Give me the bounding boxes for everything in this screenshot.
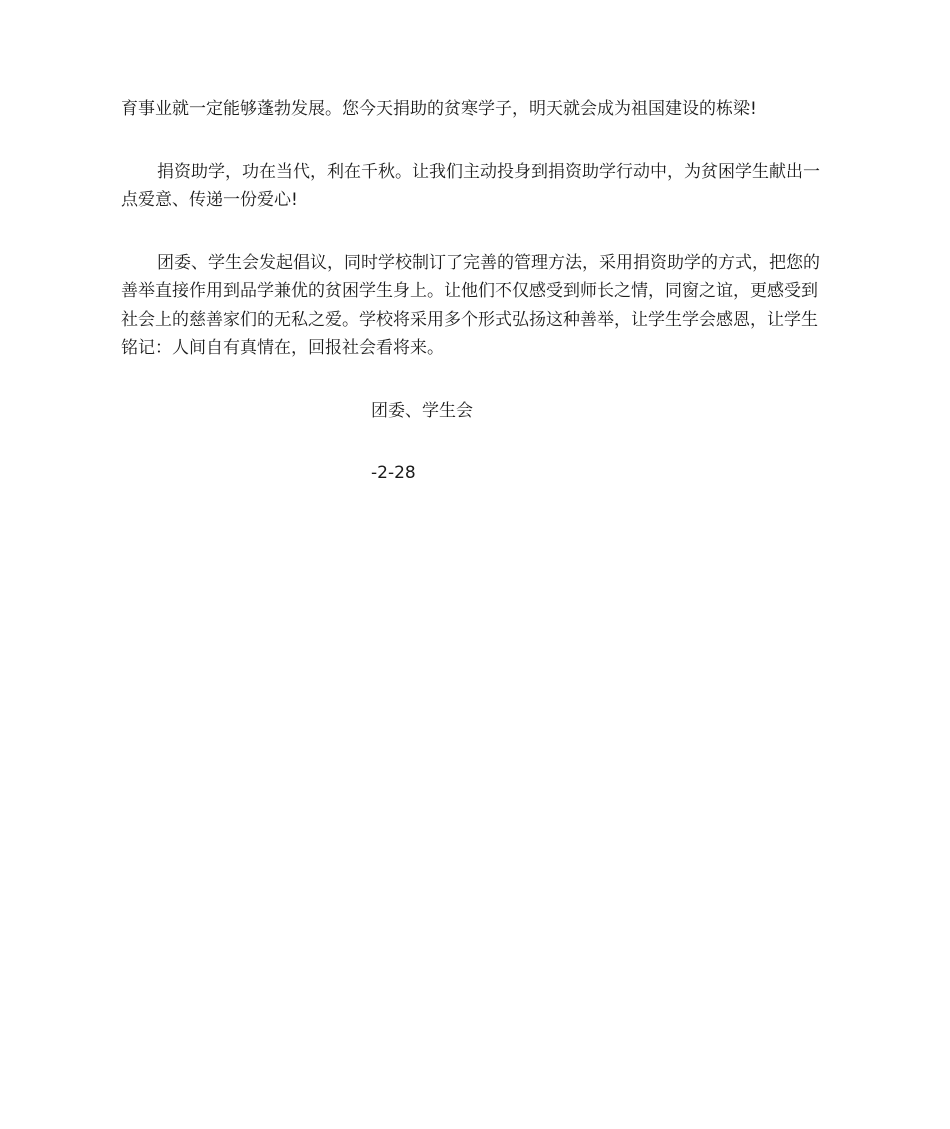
document-body — [121, 95, 831, 488]
paragraph-initiative: 团委、学生会发起倡议，同时学校制订了完善的管理方法，采用捐资助学的方式，把您的善举直接作用到品学兼优的贫困学生身上。让他们不仅感受到师长之情，同窗之谊，更感受到社会上的慈善家们的无私之爱。学校将采用多个形式弘扬这种善举，让学生学会感恩，让学生铭记：人间自有真情在，回报社会看将来。 — [121, 252, 820, 358]
signature: 团委、学生会 — [371, 400, 473, 421]
paragraph-continuation: 育事业就一定能够蓬勃发展。您今天捐助的贫寒学子，明天就会成为祖国建设的栋梁! — [121, 99, 757, 119]
paragraph-donation-appeal: 捐资助学，功在当代，利在千秋。让我们主动投身到捐资助学行动中，为贫困学生献出一点爱意、传递一份爱心! — [121, 161, 820, 210]
document-date: -2-28 — [371, 463, 416, 483]
